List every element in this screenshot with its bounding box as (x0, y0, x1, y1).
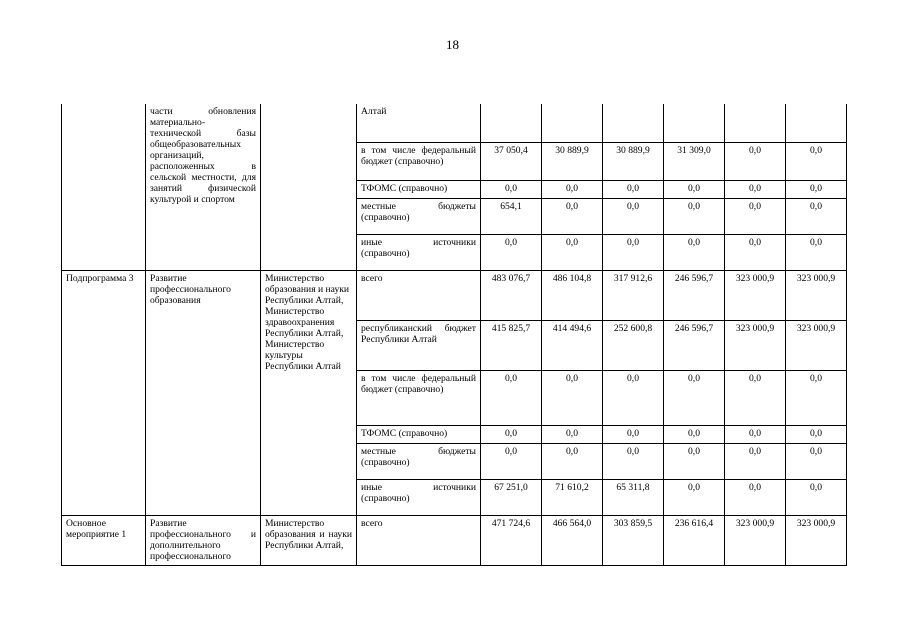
value-cell: 486 104,8 (542, 270, 603, 320)
value-cell: 0,0 (786, 425, 847, 443)
source-cell: республиканский бюджет Республики Алтай (357, 320, 481, 370)
value-cell: 0,0 (725, 198, 786, 234)
value-cell: 0,0 (481, 425, 542, 443)
value-cell: 0,0 (725, 425, 786, 443)
value-cell: 415 825,7 (481, 320, 542, 370)
value-cell: 323 000,9 (725, 320, 786, 370)
value-cell: 0,0 (786, 180, 847, 198)
value-cell: 471 724,6 (481, 515, 542, 565)
program-cell (62, 104, 146, 270)
source-cell: Алтай (357, 104, 481, 142)
event-name-cell: Развитие профессионального образования (146, 270, 261, 515)
value-cell: 0,0 (542, 234, 603, 270)
value-cell: 466 564,0 (542, 515, 603, 565)
value-cell: 0,0 (664, 198, 725, 234)
value-cell: 0,0 (542, 180, 603, 198)
value-cell: 0,0 (786, 198, 847, 234)
value-cell: 0,0 (664, 425, 725, 443)
value-cell (603, 104, 664, 142)
value-cell (542, 104, 603, 142)
program-cell: Основное мероприятие 1 (62, 515, 146, 565)
value-cell: 236 616,4 (664, 515, 725, 565)
executor-line: Министерство культуры Республики Алтай (265, 338, 341, 372)
executor-cell (261, 270, 357, 515)
value-cell: 246 596,7 (664, 270, 725, 320)
value-cell (786, 104, 847, 142)
executor-cell: Министерство образования и науки Республики Алтай, (261, 515, 357, 565)
value-cell: 0,0 (786, 142, 847, 180)
value-cell: 30 889,9 (603, 142, 664, 180)
page-number: 18 (446, 37, 459, 52)
value-cell: 0,0 (542, 425, 603, 443)
value-cell: 0,0 (725, 234, 786, 270)
program-cell: Подпрограмма 3 (62, 270, 146, 515)
value-cell: 0,0 (725, 142, 786, 180)
value-cell: 323 000,9 (786, 515, 847, 565)
value-cell: 0,0 (481, 180, 542, 198)
source-cell: ТФОМС (справочно) (357, 180, 481, 198)
value-cell: 0,0 (542, 370, 603, 425)
value-cell: 0,0 (481, 234, 542, 270)
source-cell: всего (357, 270, 481, 320)
executor-cell (261, 104, 357, 270)
value-cell: 0,0 (603, 198, 664, 234)
source-cell: местные бюджеты (справочно) (357, 198, 481, 234)
value-cell: 323 000,9 (725, 515, 786, 565)
value-cell: 0,0 (664, 180, 725, 198)
value-cell: 0,0 (725, 370, 786, 425)
value-cell: 0,0 (603, 370, 664, 425)
source-cell: местные бюджеты (справочно) (357, 443, 481, 479)
value-cell: 0,0 (603, 180, 664, 198)
value-cell: 0,0 (786, 234, 847, 270)
value-cell: 0,0 (542, 198, 603, 234)
source-cell: иные источники (справочно) (357, 234, 481, 270)
value-cell: 0,0 (664, 479, 725, 515)
table-row (62, 270, 847, 320)
value-cell: 0,0 (603, 443, 664, 479)
value-cell: 414 494,6 (542, 320, 603, 370)
value-cell: 37 050,4 (481, 142, 542, 180)
value-cell: 303 859,5 (603, 515, 664, 565)
value-cell: 0,0 (786, 443, 847, 479)
value-cell: 246 596,7 (664, 320, 725, 370)
value-cell: 31 309,0 (664, 142, 725, 180)
source-cell: в том числе федеральный бюджет (справочно) (357, 142, 481, 180)
value-cell: 483 076,7 (481, 270, 542, 320)
value-cell: 65 311,8 (603, 479, 664, 515)
value-cell: 30 889,9 (542, 142, 603, 180)
value-cell: 0,0 (664, 443, 725, 479)
value-cell: 0,0 (725, 180, 786, 198)
table-row (62, 515, 847, 565)
value-cell: 0,0 (603, 425, 664, 443)
executor-line: Министерство образования и науки Республики Алтай, (265, 272, 350, 306)
value-cell: 323 000,9 (725, 270, 786, 320)
value-cell: 317 912,6 (603, 270, 664, 320)
value-cell (725, 104, 786, 142)
value-cell: 0,0 (664, 234, 725, 270)
value-cell: 0,0 (786, 370, 847, 425)
value-cell (481, 104, 542, 142)
value-cell: 0,0 (664, 370, 725, 425)
event-name-cell: части обновления материально-технической базы общеобразовательных организаций, расположенных в сельской местности, для занятий физической культурой и спортом (146, 104, 261, 270)
value-cell: 323 000,9 (786, 320, 847, 370)
value-cell: 0,0 (481, 443, 542, 479)
source-cell: ТФОМС (справочно) (357, 425, 481, 443)
value-cell: 0,0 (542, 443, 603, 479)
source-cell: иные источники (справочно) (357, 479, 481, 515)
budget-table (61, 104, 847, 566)
value-cell: 0,0 (481, 370, 542, 425)
event-name-cell: Развитие профессионального и дополнительного профессионального (146, 515, 261, 565)
executor-line: Министерство здравоохранения Республики Алтай, (265, 305, 344, 339)
value-cell: 71 610,2 (542, 479, 603, 515)
table-row (62, 104, 847, 142)
value-cell: 0,0 (725, 443, 786, 479)
source-cell: всего (357, 515, 481, 565)
value-cell: 0,0 (786, 479, 847, 515)
value-cell (664, 104, 725, 142)
value-cell: 0,0 (603, 234, 664, 270)
value-cell: 323 000,9 (786, 270, 847, 320)
value-cell: 654,1 (481, 198, 542, 234)
value-cell: 67 251,0 (481, 479, 542, 515)
value-cell: 252 600,8 (603, 320, 664, 370)
value-cell: 0,0 (725, 479, 786, 515)
source-cell: в том числе федеральный бюджет (справочно) (357, 370, 481, 425)
